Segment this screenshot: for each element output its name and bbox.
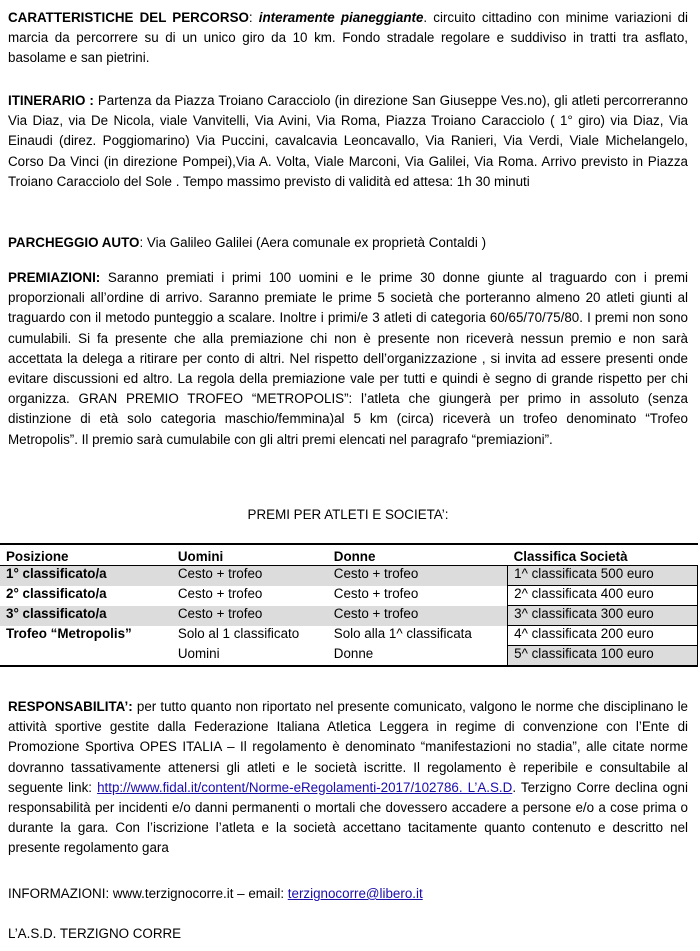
header-posizione: Posizione	[0, 544, 172, 566]
cell-donne: Cesto + trofeo	[328, 606, 508, 626]
caratteristiche-text: . circuito cittadino con minime variazioni di marcia da percorrere su di un unico giro da 10 km. Fondo stradale regolare e suddiviso in tratti tra asflato, basolame e san pietrini.	[8, 10, 688, 66]
cell-uomini: Cesto + trofeo	[177, 585, 263, 601]
caratteristiche-paragraph	[8, 8, 688, 69]
header-donne: Donne	[328, 544, 508, 566]
premiazioni-paragraph	[8, 268, 688, 450]
itinerario-label: ITINERARIO :	[8, 93, 94, 108]
premi-title: PREMI PER ATLETI E SOCIETA’:	[247, 507, 449, 522]
cell-posizione: Trofeo “Metropolis”	[6, 625, 132, 641]
premiazioni-text: Saranno premiati i primi 100 uomini e le prime 30 donne giunte al traguardo con i premi proporzionali all’ordine di arrivo. Saranno premiate le prime 5 società che porteranno almeno 20 atleti giunti al traguardo con il metodo punteggio a scalare. Inoltre i primi/e 3 atleti di categoria 60/65/70/75/80. I premi non sono cumulabili. Si fa presente che alla premiazione chi non è presente non riceverà nessun premio e non sarà accettata la delega a ritirare per conto di altri. Nel rispetto dell’organizzazione , si invita ad essere presenti onde evitare discussioni ed altro. La regola della premiazione vale per tutti e quindi è segno di grande rispetto per chi organizza. GRAN PREMIO TROFEO “METROPOLIS”: l’atleta che giungerà per primo in assoluto (senza distinzione di età solo categoria maschio/femmina)al 5 km (circa) riceverà un trofeo denominato “Trofeo Metropolis”. Il premio sarà cumulabile con gli altri premi elencati nel paragrafo “premiazioni”.	[8, 270, 688, 447]
table-row	[0, 646, 698, 667]
cell-donne: Cesto + trofeo	[333, 585, 419, 601]
informazioni-paragraph	[8, 884, 423, 904]
table-row	[0, 586, 698, 606]
firma: L’A.S.D. TERZIGNO CORRE	[8, 926, 182, 941]
cell-donne: Donne	[328, 646, 508, 667]
cell-uomini: Solo al 1 classificato	[177, 625, 300, 641]
itinerario-paragraph	[8, 91, 688, 192]
table-row	[0, 606, 698, 626]
header-classifica-societa: Classifica Società	[508, 544, 698, 566]
table-header-row	[0, 544, 698, 566]
cell-uomini: Cesto + trofeo	[172, 566, 328, 586]
caratteristiche-sep: :	[248, 10, 259, 25]
parcheggio-text: : Via Galileo Galilei (Aera comunale ex proprietà Contaldi )	[139, 235, 487, 250]
cell-societa: 4^ classificata 200 euro	[508, 626, 698, 646]
cell-societa: 1^ classificata 500 euro	[508, 566, 698, 586]
cell-posizione: 1° classificato/a	[0, 566, 172, 586]
parcheggio-paragraph	[8, 233, 486, 253]
itinerario-text: Partenza da Piazza Troiano Caracciolo (in direzione San Giuseppe Ves.no), gli atleti percorreranno Via Diaz, via De Nicola, viale Vanvitelli, Via Avini, Via Roma, Piazza Troiano Caracciolo ( 1° giro) via Diaz, Via Einaudi (direz. Poggiomarino) Via Puccini, cavalcavia Leoncavallo, Via Ranieri, Via Verdi, Viale Michelangelo, Corso Da Vinci (in direzione Pompei),Via A. Volta, Viale Marconi, Via Galilei, Via Roma. Arrivo previsto in Piazza Troiano Caracciolo del Sole . Tempo massimo previsto di validità ed attesa: 1h 30 minuti	[8, 93, 688, 189]
cell-societa: 5^ classificata 100 euro	[508, 646, 698, 667]
cell-posizione-empty	[0, 646, 172, 667]
email-link[interactable]: terzignocorre@libero.it	[287, 886, 423, 901]
responsabilita-text1: per tutto quanto non riportato nel presente comunicato, valgono le norme che disciplinano le attività sportive gestite dalla Federazione Italiana Atletica Leggera in regime di convenzione con l’Ente di Promozione Sportiva OPES ITALIA – Il regolamento è denominato “manifestazioni no stadia”, alle citate norme dovranno tassativamente attenersi gli atleti e le società iscritte. Il regolamento è reperibile e consultabile al seguente link:	[8, 699, 688, 795]
regolamento-link[interactable]: http://www.fidal.it/content/Norme-eRegolamenti-2017/102786. L’A.S.D	[97, 779, 513, 795]
premi-table	[0, 543, 698, 667]
cell-uomini: Uomini	[172, 646, 328, 667]
cell-posizione: 3° classificato/a	[0, 606, 172, 626]
caratteristiche-emph: interamente pianeggiante	[258, 10, 424, 25]
cell-donne: Cesto + trofeo	[328, 566, 508, 586]
table-row	[0, 566, 698, 586]
cell-societa: 2^ classificata 400 euro	[508, 586, 698, 606]
table-row	[0, 626, 698, 646]
cell-donne: Solo alla 1^ classificata	[333, 625, 472, 641]
header-uomini: Uomini	[172, 544, 328, 566]
cell-societa: 3^ classificata 300 euro	[508, 606, 698, 626]
responsabilita-label: RESPONSABILITA’:	[8, 699, 133, 714]
cell-posizione: 2° classificato/a	[6, 585, 107, 601]
parcheggio-label: PARCHEGGIO AUTO	[8, 235, 140, 250]
responsabilita-text2: . Terzigno Corre declina ogni responsabilità per incidenti e/o danni permanenti o mortali che dovessero accadere a persone e/o a cose prima o durante la gara. Con l’iscrizione l’atleta e la società accettano tacitamente quanto contenuto e descritto nel presente regolamento gara	[8, 779, 688, 856]
responsabilita-paragraph	[8, 697, 688, 859]
cell-uomini: Cesto + trofeo	[172, 606, 328, 626]
informazioni-text: INFORMAZIONI: www.terzignocorre.it – email:	[8, 886, 288, 901]
caratteristiche-label: CARATTERISTICHE DEL PERCORSO	[8, 10, 249, 25]
premiazioni-label: PREMIAZIONI:	[8, 270, 101, 285]
